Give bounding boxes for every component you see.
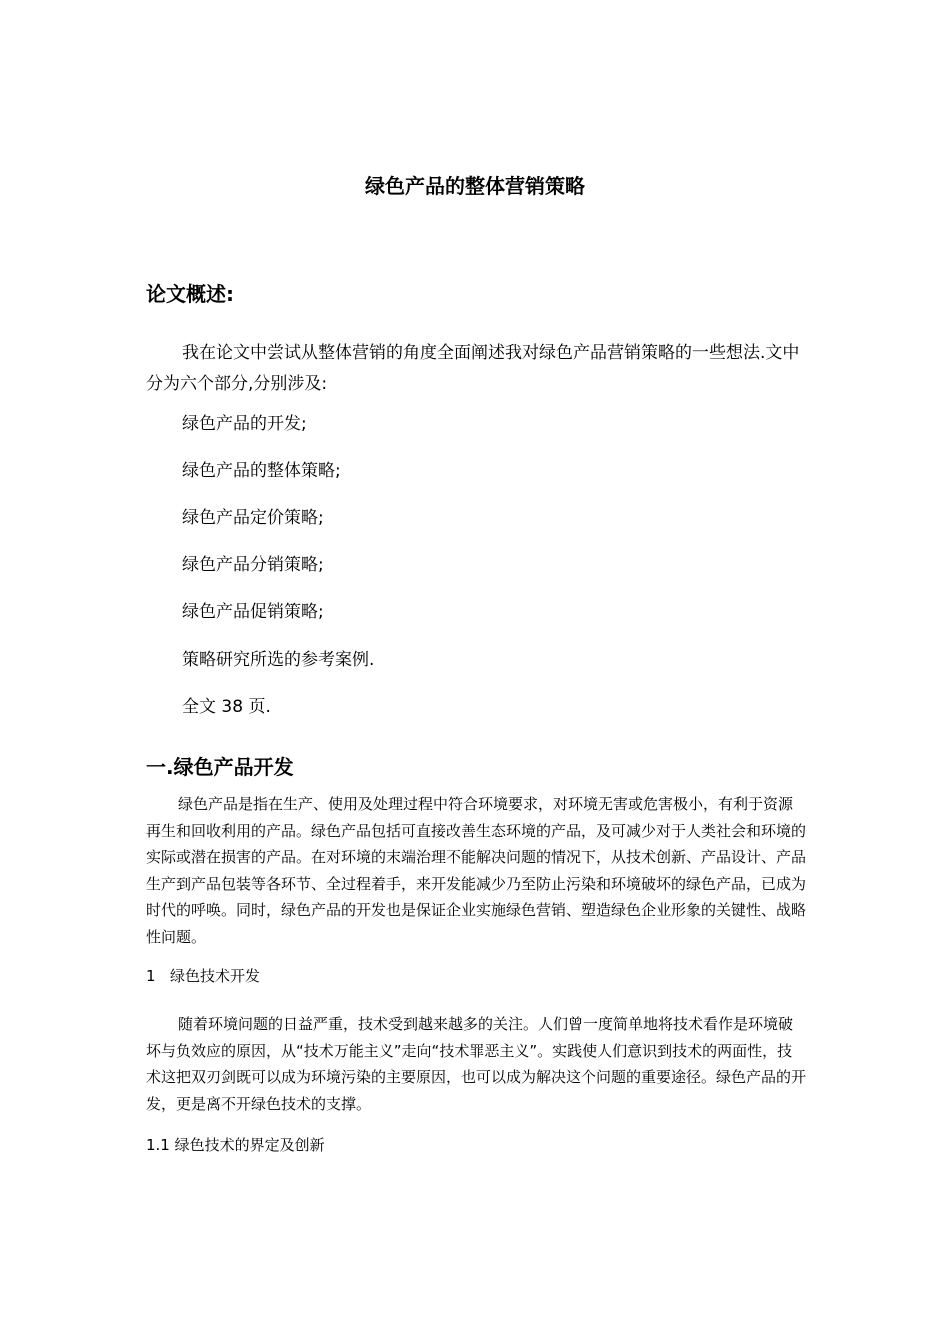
overview-item: 绿色产品分销策略; (182, 555, 324, 575)
subsection1-heading (146, 964, 260, 988)
overview-item: 策略研究所选的参考案例. (182, 650, 375, 670)
subsection1-number: 1 (146, 967, 156, 985)
overview-heading: 论文概述: (146, 282, 234, 306)
subsection1-1-heading: 1.1 绿色技术的界定及创新 (146, 1136, 325, 1154)
overview-item: 绿色产品定价策略; (182, 508, 324, 528)
overview-item: 绿色产品的整体策略; (182, 461, 341, 481)
overview-intro: 我在论文中尝试从整体营销的角度全面阐述我对绿色产品营销策略的一些想法.文中分为六个部分,分别涉及: (146, 343, 800, 394)
subsection1-title: 绿色技术开发 (170, 967, 261, 985)
section1-paragraph: 绿色产品是指在生产、使用及处理过程中符合环境要求，对环境无害或危害极小，有利于资源再生和回收利用的产品。绿色产品包括可直接改善生态环境的产品，及可减少对于人类社会和环境的实际或潜在损害的产品。在对环境的末端治理不能解决问题的情况下，从技术创新、产品设计、产品生产到产品包装等各环节、全过程着手，来开发能减少乃至防止污染和环境破坏的绿色产品，已成为时代的呼唤。同时，绿色产品的开发也是保证企业实施绿色营销、塑造绿色企业形象的关键性、战略性问题。 (146, 795, 807, 946)
overview-item: 绿色产品促销策略; (182, 602, 324, 622)
document-title: 绿色产品的整体营销策略 (365, 174, 585, 198)
subsection1-paragraph: 随着环境问题的日益严重，技术受到越来越多的关注。人们曾一度简单地将技术看作是环境破坏与负效应的原因，从“技术万能主义”走向“技术罪恶主义”。实践使人们意识到技术的两面性，技术这把双刃剑既可以成为环境污染的主要原因，也可以成为解决这个问题的重要途径。绿色产品的开发，更是离不开绿色技术的支撑。 (146, 1015, 807, 1113)
section1-heading: 一.绿色产品开发 (146, 755, 294, 779)
overview-item: 绿色产品的开发; (182, 414, 307, 434)
overview-item: 全文 38 页. (182, 697, 271, 717)
